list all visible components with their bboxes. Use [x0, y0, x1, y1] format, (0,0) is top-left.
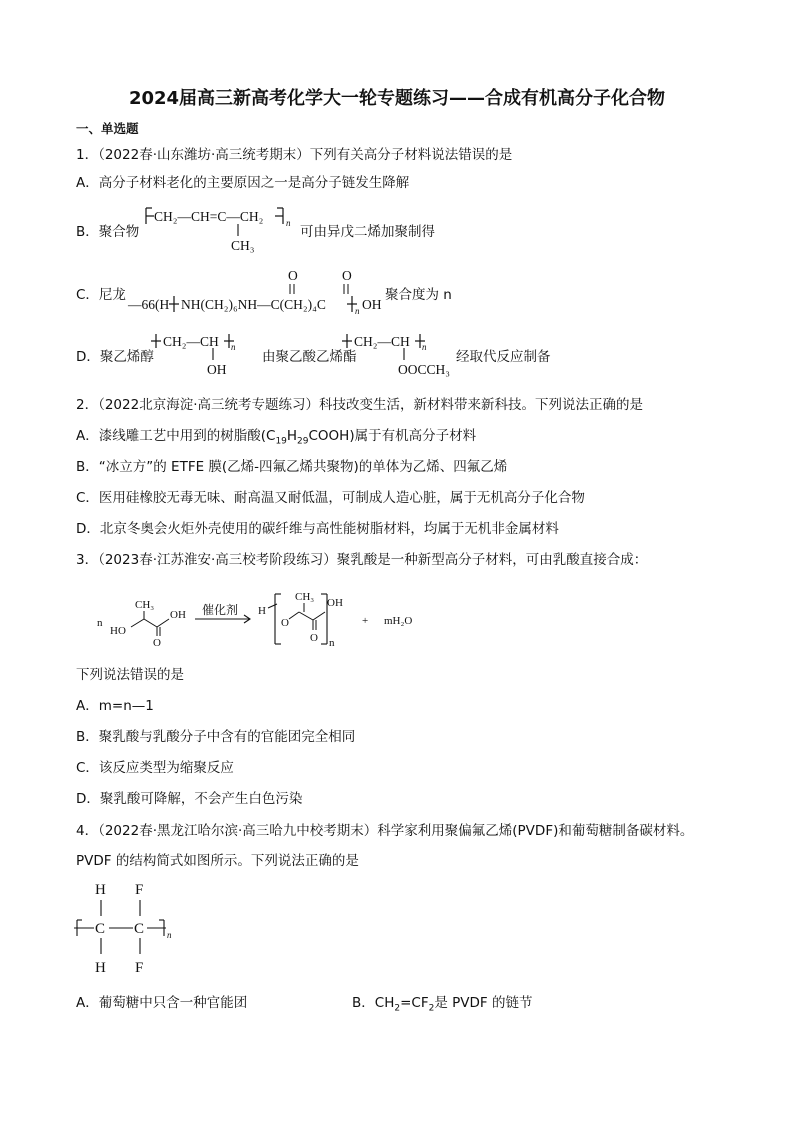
svg-text:OH: OH: [327, 597, 343, 609]
svg-text:n: n: [97, 617, 103, 629]
q1-option-d-mid: 由聚乙酸乙烯酯: [262, 349, 357, 365]
page-title: 2024届高三新高考化学大一轮专题练习——合成有机高分子化合物: [128, 88, 666, 109]
q4-stem: 4．（2022春·黑龙江哈尔滨·高三哈九中校考期末）科学家利用聚偏氟乙烯(PVDF)和葡萄糖制备碳材料。: [76, 823, 694, 839]
q2-stem: 2．（2022北京海淀·高三统考专题练习）科技改变生活，新材料带来新科技。下列说法正确的是: [76, 397, 643, 413]
q1-option-b-label: B．聚合物: [76, 224, 140, 240]
pvdf-structure: [72, 876, 182, 980]
svg-text:C: C: [95, 921, 106, 937]
q3-stem: 3．（2023春·江苏淮安·高三校考阶段练习）聚乳酸是一种新型高分子材料，可由乳酸直接合成：: [76, 552, 648, 568]
q2-option-c: C．医用硅橡胶无毒无味、耐高温又耐低温，可制成人造心脏，属于无机高分子化合物: [76, 490, 585, 506]
svg-text:OH: OH: [362, 297, 382, 312]
svg-text:O: O: [281, 617, 289, 629]
q4-stem-continued: PVDF 的结构简式如图所示。下列说法正确的是: [76, 853, 359, 869]
nylon-66-structure: [122, 264, 392, 320]
q1-option-c-text: 聚合度为 n: [385, 287, 452, 303]
svg-text:n: n: [286, 218, 291, 228]
q1-option-a: A．高分子材料老化的主要原因之一是高分子链发生降解: [76, 175, 410, 191]
svg-text:CH₂—CH=C—CH₂: CH₂—CH=C—CH₂: [154, 209, 264, 224]
q3-option-b: B．聚乳酸与乳酸分子中含有的官能团完全相同: [76, 729, 356, 745]
svg-text:F: F: [135, 882, 144, 898]
svg-text:OOCCH₃: OOCCH₃: [398, 362, 450, 377]
q4-option-b: B．$CH_2=CF_2$是 PVDF 的链节: [352, 995, 533, 1014]
q4-option-a: A．葡萄糖中只含一种官能团: [76, 995, 248, 1011]
svg-text:n: n: [329, 637, 335, 649]
polyvinyl-alcohol-structure: [151, 328, 261, 378]
q1-option-d-text: 经取代反应制备: [456, 349, 551, 365]
svg-text:H: H: [95, 960, 106, 976]
section-heading: 一、单选题: [76, 121, 139, 136]
svg-text:H: H: [258, 605, 266, 617]
q1-option-d-label: D．聚乙烯醇: [76, 349, 154, 365]
q3-option-d: D．聚乳酸可降解，不会产生白色污染: [76, 791, 303, 807]
svg-text:H: H: [95, 882, 106, 898]
svg-text:CH₂—CH: CH₂—CH: [354, 334, 410, 349]
svg-text:n: n: [422, 342, 427, 352]
q2-option-b: B．“冰立方”的 ETFE 膜(乙烯-四氟乙烯共聚物)的单体为乙烯、四氟乙烯: [76, 459, 508, 475]
svg-text:O: O: [153, 637, 161, 649]
q3-lead: 下列说法错误的是: [76, 667, 184, 683]
svg-text:+: +: [362, 615, 369, 627]
q3-option-a: A．m=n—1: [76, 698, 154, 714]
svg-text:CH₃: CH₃: [295, 591, 315, 603]
svg-text:F: F: [135, 960, 144, 976]
svg-text:n: n: [355, 306, 360, 316]
svg-text:CH₃: CH₃: [231, 238, 255, 253]
q1-option-b-text: 可由异戊二烯加聚制得: [300, 224, 435, 240]
svg-text:O: O: [310, 632, 318, 644]
svg-text:—66(H: —66(H: [128, 297, 170, 312]
q1-stem: 1．（2022春·山东潍坊·高三统考期末）下列有关高分子材料说法错误的是: [76, 147, 513, 163]
svg-text:OH: OH: [170, 609, 186, 621]
polyvinyl-acetate-structure: [342, 328, 460, 378]
svg-text:O: O: [342, 268, 352, 283]
q2-option-a: A．漆线雕工艺中用到的树脂酸$(C_{19}H_{29}COOH)$属于有机高分子材料: [76, 428, 477, 447]
q1-option-c-label: C．尼龙: [76, 287, 126, 303]
svg-text:催化剂: 催化剂: [202, 603, 239, 617]
svg-text:CH₂—CH: CH₂—CH: [163, 334, 219, 349]
svg-text:CH₃: CH₃: [135, 599, 155, 611]
svg-text:OH: OH: [207, 362, 227, 377]
svg-text:n: n: [231, 342, 236, 352]
svg-text:NH(CH₂)₆NH—C(CH₂)₄C: NH(CH₂)₆NH—C(CH₂)₄C: [181, 297, 326, 312]
isoprene-polymer-structure: [143, 200, 303, 256]
water-product: mH₂O: [384, 615, 413, 627]
svg-text:n: n: [167, 930, 172, 940]
q2-option-d: D．北京冬奥会火炬外壳使用的碳纤维与高性能树脂材料，均属于无机非金属材料: [76, 521, 559, 537]
svg-text:O: O: [288, 268, 298, 283]
polylactic-acid-reaction-scheme: [95, 586, 435, 650]
svg-text:C: C: [134, 921, 145, 937]
q3-option-c: C．该反应类型为缩聚反应: [76, 760, 234, 776]
svg-text:HO: HO: [110, 625, 126, 637]
